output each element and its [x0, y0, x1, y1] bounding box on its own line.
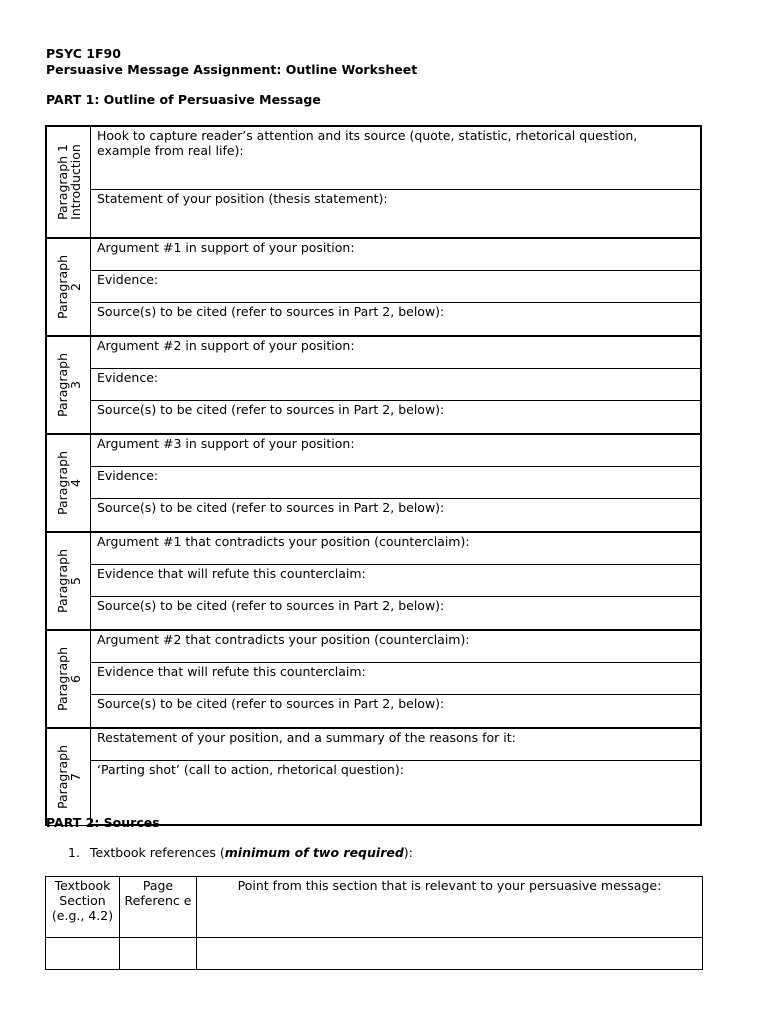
- outline-prompt: Source(s) to be cited (refer to sources in Part 2, below):: [97, 304, 445, 319]
- outline-prompt: Restatement of your position, and a summary of the reasons for it:: [97, 730, 516, 745]
- outline-prompt: Argument #2 that contradicts your position (counterclaim):: [97, 632, 470, 647]
- outline-prompt: ‘Parting shot’ (call to action, rhetorical question):: [97, 762, 404, 777]
- textbook-section-field[interactable]: [46, 938, 120, 970]
- part2-heading: PART 2: Sources: [46, 815, 160, 830]
- outline-prompt-cell[interactable]: [91, 695, 702, 729]
- paragraph-label-line: Paragraph: [54, 352, 70, 418]
- outline-prompt-cell[interactable]: [91, 499, 702, 533]
- paragraph-label: [56, 255, 82, 319]
- outline-prompt: Source(s) to be cited (refer to sources in Part 2, below):: [97, 696, 445, 711]
- paragraph-label-line: Paragraph 1: [54, 144, 70, 220]
- outline-row: [46, 336, 701, 369]
- part1-heading: PART 1: Outline of Persuasive Message: [46, 92, 321, 107]
- outline-prompt-cell[interactable]: [91, 467, 702, 499]
- header-page-reference: Page Referenc e: [120, 877, 197, 938]
- outline-row: [46, 190, 701, 239]
- paragraph-label-line: 6: [67, 675, 83, 683]
- paragraph-label-line: Paragraph: [54, 254, 70, 320]
- outline-row: [46, 271, 701, 303]
- paragraph-label-line: 2: [67, 283, 83, 291]
- outline-prompt: Source(s) to be cited (refer to sources in Part 2, below):: [97, 500, 445, 515]
- outline-prompt-cell[interactable]: [91, 126, 702, 190]
- outline-prompt-cell[interactable]: [91, 630, 702, 663]
- outline-prompt: Argument #1 that contradicts your position (counterclaim):: [97, 534, 470, 549]
- header-relevant-point: Point from this section that is relevant to your persuasive message:: [197, 877, 703, 938]
- paragraph-label-line: Paragraph: [54, 646, 70, 712]
- sources-entry-row: [46, 938, 703, 970]
- textbook-references-item: [68, 845, 413, 860]
- paragraph-label-cell: [46, 532, 91, 630]
- outline-prompt-cell[interactable]: [91, 663, 702, 695]
- header-textbook-section: Textbook Section (e.g., 4.2): [46, 877, 120, 938]
- outline-prompt: Hook to capture reader’s attention and its source (quote, statistic, rhetorical question, example from real life):: [97, 128, 638, 158]
- outline-row: [46, 597, 701, 631]
- paragraph-label-line: Paragraph: [54, 548, 70, 614]
- outline-row: [46, 238, 701, 271]
- outline-prompt-cell[interactable]: [91, 238, 702, 271]
- outline-row: [46, 728, 701, 761]
- relevant-point-field[interactable]: [197, 938, 703, 970]
- outline-table: [45, 125, 702, 826]
- outline-prompt-cell[interactable]: [91, 728, 702, 761]
- outline-prompt-cell[interactable]: [91, 597, 702, 631]
- outline-row: [46, 499, 701, 533]
- sources-header-row: [46, 877, 703, 938]
- item-text-emphasis: minimum of two required: [224, 845, 404, 860]
- outline-prompt: Evidence:: [97, 370, 159, 385]
- outline-row: [46, 126, 701, 190]
- outline-prompt: Argument #3 in support of your position:: [97, 436, 355, 451]
- outline-prompt-cell[interactable]: [91, 190, 702, 239]
- outline-prompt: Source(s) to be cited (refer to sources in Part 2, below):: [97, 598, 445, 613]
- paragraph-label: [56, 745, 82, 809]
- document-title: Persuasive Message Assignment: Outline Worksheet: [46, 62, 418, 77]
- item-text-before: Textbook references (: [90, 845, 225, 860]
- outline-prompt: Argument #2 in support of your position:: [97, 338, 355, 353]
- outline-row: [46, 401, 701, 435]
- outline-prompt-cell[interactable]: [91, 565, 702, 597]
- outline-prompt: Evidence:: [97, 272, 159, 287]
- paragraph-label-cell: [46, 238, 91, 336]
- outline-row: [46, 434, 701, 467]
- outline-row: [46, 565, 701, 597]
- outline-row: [46, 369, 701, 401]
- outline-prompt-cell[interactable]: [91, 271, 702, 303]
- paragraph-label-cell: [46, 336, 91, 434]
- page-reference-field[interactable]: [120, 938, 197, 970]
- outline-prompt-cell[interactable]: [91, 434, 702, 467]
- outline-prompt-cell[interactable]: [91, 532, 702, 565]
- paragraph-label-line: 3: [67, 381, 83, 389]
- paragraph-label-line: Paragraph: [54, 744, 70, 809]
- paragraph-label-cell: [46, 126, 91, 238]
- outline-prompt: Argument #1 in support of your position:: [97, 240, 355, 255]
- paragraph-label-line: 4: [67, 479, 83, 487]
- outline-row: [46, 630, 701, 663]
- outline-prompt: Evidence:: [97, 468, 159, 483]
- paragraph-label-line: 5: [67, 577, 83, 585]
- outline-row: [46, 695, 701, 729]
- outline-row: [46, 532, 701, 565]
- paragraph-label: [56, 549, 82, 613]
- paragraph-label: [56, 451, 82, 515]
- outline-row: [46, 467, 701, 499]
- outline-prompt-cell[interactable]: [91, 336, 702, 369]
- paragraph-label-line: Paragraph: [54, 450, 70, 516]
- paragraph-label-cell: [46, 630, 91, 728]
- item-text-after: ):: [403, 845, 413, 860]
- sources-table: [45, 876, 703, 970]
- paragraph-label-cell: [46, 434, 91, 532]
- outline-prompt: Evidence that will refute this counterclaim:: [97, 566, 366, 581]
- outline-prompt-cell[interactable]: [91, 401, 702, 435]
- outline-prompt: Source(s) to be cited (refer to sources in Part 2, below):: [97, 402, 445, 417]
- outline-row: [46, 663, 701, 695]
- outline-prompt-cell[interactable]: [91, 369, 702, 401]
- paragraph-label-cell: [46, 728, 91, 825]
- paragraph-label: [56, 647, 82, 711]
- outline-prompt: Evidence that will refute this counterclaim:: [97, 664, 366, 679]
- outline-prompt: Statement of your position (thesis statement):: [97, 191, 388, 206]
- course-code: PSYC 1F90: [46, 46, 121, 61]
- paragraph-label-line: Introduction: [67, 144, 83, 220]
- list-number: 1.: [68, 845, 80, 860]
- paragraph-label: [56, 144, 82, 220]
- outline-row: [46, 303, 701, 337]
- outline-prompt-cell[interactable]: [91, 303, 702, 337]
- outline-prompt-cell[interactable]: [91, 761, 702, 826]
- paragraph-label-line: 7: [67, 772, 83, 781]
- paragraph-label: [56, 353, 82, 417]
